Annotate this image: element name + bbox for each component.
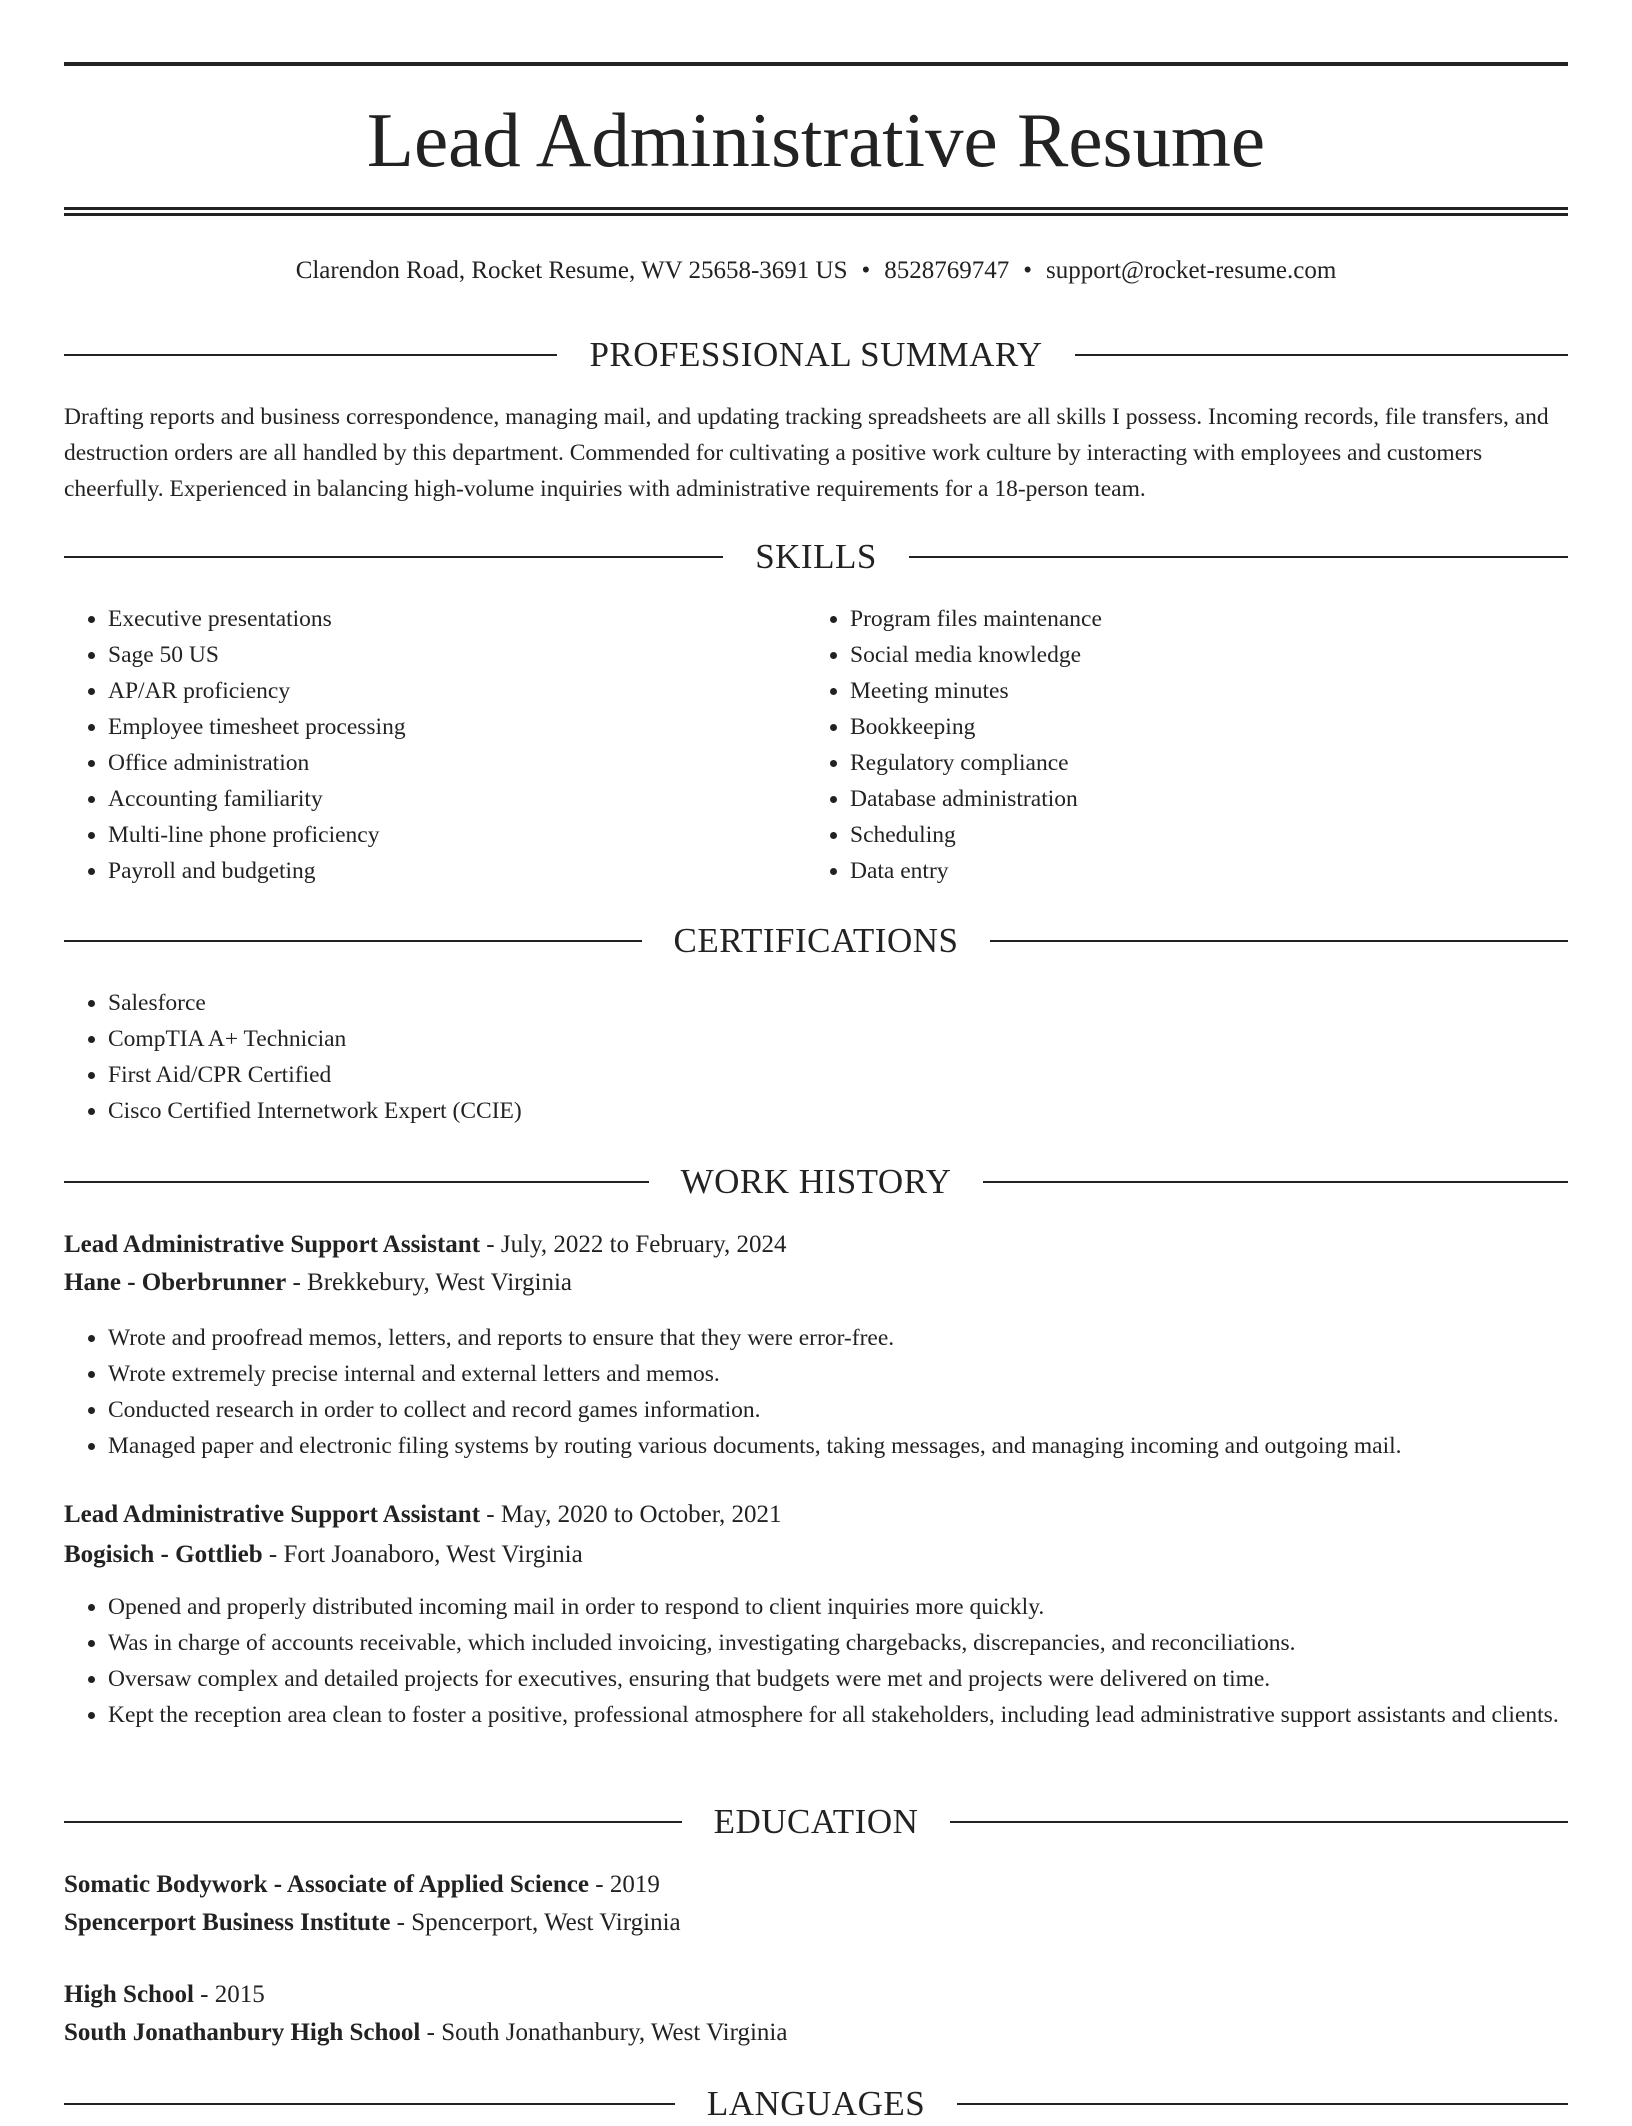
section-heading-summary [64,333,1568,377]
certification-item: • Salesforce [108,985,1568,1021]
job-bullet: • Oversaw complex and detailed projects for executives, ensuring that budgets were met and projects were delivered on time. [108,1661,1568,1697]
skill-item: • AP/AR proficiency [108,673,808,709]
skill-item: • Meeting minutes [850,673,1550,709]
heading-rule [1075,354,1568,356]
education-year: 2015 [214,1981,265,2008]
section-heading-skills [64,535,1568,579]
job-employer-line: Hane - Oberbrunner - Brekkebury, West Virginia [64,1269,573,1296]
certification-item: • First Aid/CPR Certified [108,1057,1568,1093]
heading-rule [983,1181,1568,1183]
resume-title: Lead Administrative Resume [366,97,1266,183]
skill-item: • Regulatory compliance [850,745,1550,781]
heading-rule [957,2103,1568,2105]
skill-item: • Program files maintenance [850,601,1550,637]
heading-rule [990,940,1568,942]
certifications-list [64,985,1568,1129]
section-title: WORK HISTORY [680,1162,952,1201]
contact-line [64,253,1568,289]
job-title: Lead Administrative Support Assistant [64,1501,481,1528]
education-school-line: Spencerport Business Institute - Spencerport, West Virginia [64,1909,681,1936]
skill-item: • Accounting familiarity [108,781,808,817]
contact-separator: • [1023,257,1033,284]
education-location: South Jonathanbury, West Virginia [441,2019,788,2046]
job-bullet: • Opened and properly distributed incoming mail in order to respond to client inquiries more quickly. [108,1589,1568,1625]
education-year: 2019 [609,1871,660,1898]
job-employer-line: Bogisich - Gottlieb - Fort Joanaboro, West Virginia [64,1541,583,1568]
certification-item: • Cisco Certified Internetwork Expert (CCIE) [108,1093,1568,1129]
contact-email: support@rocket-resume.com [1046,257,1337,284]
skill-item: • Office administration [108,745,808,781]
job-location: Fort Joanaboro, West Virginia [283,1541,583,1568]
section-heading-certifications [64,919,1568,963]
skill-item: • Executive presentations [108,601,808,637]
contact-phone: 8528769747 [884,257,1010,284]
heading-rule [64,1821,682,1823]
summary-text: Drafting reports and business correspondence, managing mail, and updating tracking spreadsheets are all skills I possess. Incoming records, file transfers, and destruction orders are all handled by this department. Commended for cultivating a positive work culture by interacting with employees and customers cheerfully. Experienced in balancing high-volume inquiries with administrative requirements for a 18-person team. [64,404,1549,502]
skill-item: • Bookkeeping [850,709,1550,745]
certification-item: • CompTIA A+ Technician [108,1021,1568,1057]
skill-item: • Sage 50 US [108,637,808,673]
education-location: Spencerport, West Virginia [411,1909,681,1936]
job-employer: Hane - Oberbrunner [64,1269,287,1296]
section-title: PROFESSIONAL SUMMARY [589,335,1043,374]
skill-item: • Database administration [850,781,1550,817]
contact-separator: • [861,257,871,284]
job-title: Lead Administrative Support Assistant [64,1231,481,1258]
skill-item: • Data entry [850,853,1550,889]
job-title-line: Lead Administrative Support Assistant - May, 2020 to October, 2021 [64,1501,782,1528]
education-degree-line: High School - 2015 [64,1981,265,2008]
job-dates: July, 2022 to February, 2024 [500,1231,787,1258]
heading-rule [64,1181,649,1183]
contact-address: Clarendon Road, Rocket Resume, WV 25658-3691 US [295,257,848,284]
education-school: South Jonathanbury High School [64,2019,421,2046]
heading-rule [64,556,723,558]
job-bullet: • Was in charge of accounts receivable, which included invoicing, investigating chargebacks, discrepancies, and reconciliations. [108,1625,1568,1661]
education-degree: Somatic Bodywork - Associate of Applied Science [64,1871,589,1898]
heading-rule [64,354,557,356]
section-title: EDUCATION [713,1802,919,1841]
top-rule [64,62,1568,66]
section-heading-work-history [64,1160,1568,1204]
skill-item: • Multi-line phone proficiency [108,817,808,853]
heading-rule [64,2103,675,2105]
job-bullets [64,1589,1568,1733]
section-heading-education [64,1800,1568,1844]
job-title-line: Lead Administrative Support Assistant - July, 2022 to February, 2024 [64,1231,787,1258]
skill-item: • Scheduling [850,817,1550,853]
job-dates: May, 2020 to October, 2021 [500,1501,782,1528]
skill-item: • Employee timesheet processing [108,709,808,745]
job-bullet: • Wrote and proofread memos, letters, and reports to ensure that they were error-free. [108,1320,1568,1356]
skills-list-right [806,601,1550,889]
heading-rule [909,556,1568,558]
job-bullet: • Conducted research in order to collect and record games information. [108,1392,1568,1428]
education-school: Spencerport Business Institute [64,1909,391,1936]
heading-rule [950,1821,1568,1823]
education-degree-line: Somatic Bodywork - Associate of Applied Science - 2019 [64,1871,660,1898]
section-title: SKILLS [755,537,877,576]
job-bullets [64,1320,1568,1464]
job-bullet: • Wrote extremely precise internal and external letters and memos. [108,1356,1568,1392]
heading-rule [64,940,642,942]
skill-item: • Payroll and budgeting [108,853,808,889]
skills-list-left [64,601,808,889]
job-bullet: • Managed paper and electronic filing systems by routing various documents, taking messages, and managing incoming and outgoing mail. [108,1428,1568,1464]
section-title: CERTIFICATIONS [673,921,959,960]
section-title: LANGUAGES [706,2084,926,2123]
job-employer: Bogisich - Gottlieb [64,1541,263,1568]
title-double-rule [64,207,1568,216]
job-location: Brekkebury, West Virginia [307,1269,573,1296]
education-school-line: South Jonathanbury High School - South Jonathanbury, West Virginia [64,2019,788,2046]
skill-item: • Social media knowledge [850,637,1550,673]
section-heading-languages [64,2082,1568,2126]
education-degree: High School [64,1981,194,2008]
job-bullet: • Kept the reception area clean to foster a positive, professional atmosphere for all stakeholders, including lead administrative support assistants and clients. [108,1697,1568,1733]
